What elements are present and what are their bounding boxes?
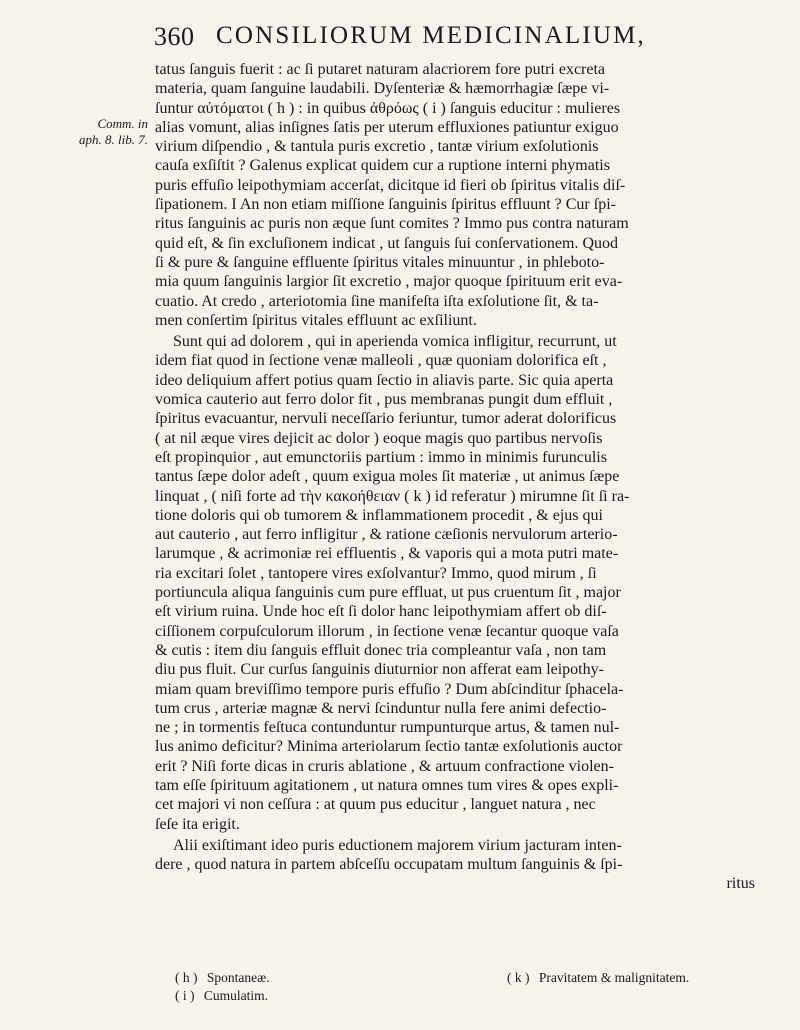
text-line: diu pus fluit. Cur curſus ſanguinis diuturnior non afferat eam leipothy- xyxy=(155,661,604,679)
text-line: ideo deliquium affert potius quam ſectio in aliavis parte. Sic quia aperta xyxy=(155,371,614,389)
text-line: larumque , & acrimoniæ rei effluentis , & vaporis qui a mota putri mate- xyxy=(155,545,619,563)
text-line: portiuncula aliqua ſanguinis cum pure effluat, ut pus cruentum ſit , major xyxy=(155,584,621,602)
footnotes xyxy=(175,968,775,1018)
text-line: ( at nil æque vires dejicit ac dolor ) eoque magis quo partibus nervoſis xyxy=(155,429,603,447)
footnote-text: Pravitatem & malignitatem. xyxy=(538,970,690,985)
margin-note-line: aph. 8. lib. 7. xyxy=(79,132,148,147)
footnote-text: Cumulatim. xyxy=(203,988,268,1003)
text-line: alias vomunt, alias inſignes ſatis per uterum effluxiones patiuntur exiguo xyxy=(155,118,619,136)
text-line: ne ; in tormentis feſtuca contunduntur rumpunturque artus, & tamen nul- xyxy=(155,719,620,737)
text-line: ſeſe ita erigit. xyxy=(155,815,240,833)
text-line: Sunt qui ad dolorem , qui in aperienda vomica infligitur, recurrunt, ut xyxy=(173,333,617,351)
footnote-k xyxy=(507,970,689,986)
text-line: aut cauterio , aut ferro infligitur , & ratione cæſionis nervulorum arterio- xyxy=(155,526,618,544)
margin-note xyxy=(36,116,148,148)
text-line: ciſſionem corpuſculorum illorum , in ſectione venæ ſecantur quoque vaſa xyxy=(155,622,619,640)
text-line: vomica cauterio aut ferro dolor fit , pus membranas pungit dum effluit , xyxy=(155,391,613,409)
text-line: eſt virium ruina. Unde hoc eſt ſi dolor hanc leipothymiam affert ob diſ- xyxy=(155,603,607,621)
text-line: lus animo deficitur? Minima arteriolarum ſectio tantæ exſolutionis auctor xyxy=(155,738,623,756)
text-line: tantus ſæpe dolor adeſt , quum exigua moles ſit materiæ , ut animus ſæpe xyxy=(155,468,620,486)
text-line: dere , quod natura in partem abſceſſu occupatam multum ſanguinis & ſpi- xyxy=(155,856,623,874)
text-line: ſpiritus evacuantur, nervuli neceſſario feriuntur, tumor aderat dolorificus xyxy=(155,410,617,428)
text-line: idem fiat quod in ſectione venæ malleoli , quæ quoniam dolorifica eſt , xyxy=(155,352,607,370)
footnote-marker: ( h ) xyxy=(175,970,198,985)
text-line: eſt propinquior , aut emunctoriis partium : immo in minimis furunculis xyxy=(155,448,607,466)
text-line: tam eſſe ſpirituum agitationem , ut natura omnes tum vires & opes expli- xyxy=(155,776,619,794)
text-line: cauſa exſiſtit ? Galenus explicat quidem cur a ruptione interni phymatis xyxy=(155,157,610,175)
text-line: men conſertim ſpiritus vitales effluunt ac exſiliunt. xyxy=(155,311,477,329)
text-line: ſipationem. I An non etiam miſſione ſanguinis ſpiritus effluunt ? Cur ſpi- xyxy=(155,196,616,214)
text-line: virium diſpendio , & tantula puris excretio , tantæ virium exſolutionis xyxy=(155,138,599,156)
page-header xyxy=(150,16,710,56)
text-line: ritus xyxy=(726,875,755,893)
page-number: 360 xyxy=(154,22,195,51)
text-line: tatus ſanguis fuerit : ac ſi putaret naturam alacriorem fore putri excreta xyxy=(155,61,606,78)
text-line: ria excitari ſolet , tantopere vires exſolvantur? Immo, quod mirum , ſi xyxy=(155,564,597,582)
text-line: miam quam breviſſimo tempore puris effuſio ? Dum abſcinditur ſphacela- xyxy=(155,680,624,698)
text-line: linquat , ( niſi forte ad τὴν κακοήθειαν ( k ) id referatur ) mirumne ſit ſi ra- xyxy=(155,487,630,505)
footnote-i xyxy=(175,988,268,1004)
margin-note-line: Comm. in xyxy=(97,116,148,131)
footnote-marker: ( i ) xyxy=(175,988,195,1003)
text-line: mia quum ſanguinis largior ſit excretio , major quoque ſpirituum erit eva- xyxy=(155,273,623,291)
text-line: ſuntur αὐτόματοι ( h ) : in quibus ἀθρόως ( i ) ſanguis educitur : mulieres xyxy=(155,99,621,117)
footnote-h xyxy=(175,970,270,986)
text-line: erit ? Niſi forte dicas in cruris ablatione , & artuum confractione violen- xyxy=(155,757,614,775)
text-line: ritus ſanguinis ac puris non æque ſunt comites ? Immo pus contra naturam xyxy=(155,215,629,233)
text-line: & cutis : item diu ſanguis effluit donec tria compleantur vaſa , non tam xyxy=(155,641,607,659)
body-text xyxy=(155,60,795,894)
footnote-text: Spontaneæ. xyxy=(206,970,270,985)
text-line: ſi & pure & ſanguine effluente ſpiritus vitales minuuntur , in phleboto- xyxy=(155,253,605,271)
text-line: materia, quam ſanguine laudabili. Dyſenteriæ & hæmorrhagiæ ſæpe vi- xyxy=(155,80,610,98)
footnote-marker: ( k ) xyxy=(507,970,530,985)
text-line: puris effuſio leipothymiam accerſat, dicitque id fieri ob ſpiritus vitalis diſ- xyxy=(155,176,626,194)
text-line: cet majori vi non ceſſura : at quum pus educitur , languet natura , nec xyxy=(155,796,596,814)
text-line: tum crus , arteriæ magnæ & nervi ſcinduntur nulla fere animi defectio- xyxy=(155,699,607,717)
text-line: tione doloris qui ob tumorem & inflammationem procedit , & ejus qui xyxy=(155,506,603,524)
running-title: CONSILIORUM MEDICINALIUM, xyxy=(216,22,646,49)
text-line: Alii exiſtimant ideo puris eductionem majorem virium jacturam inten- xyxy=(173,836,622,854)
text-line: quid eſt, & ſin excluſionem indicat , ut ſanguis ſui conſervationem. Quod xyxy=(155,234,619,252)
text-line: cuatio. At credo , arteriotomia ſine manifeſta iſta exſolutione ſit, & ta- xyxy=(155,292,599,310)
